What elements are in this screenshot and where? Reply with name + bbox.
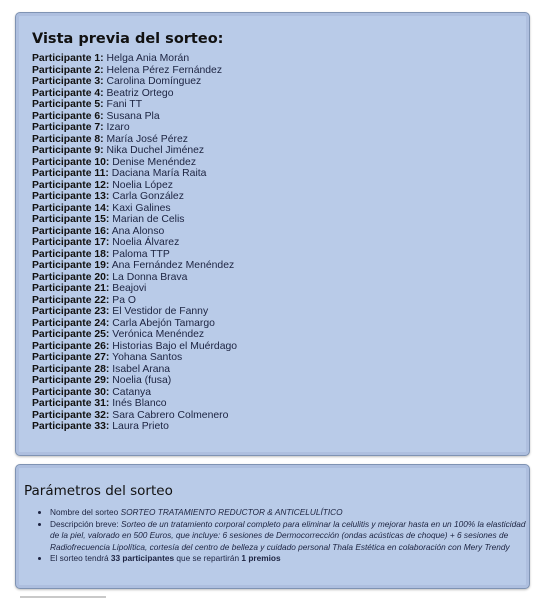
participant-label: Participante 33: — [32, 421, 110, 432]
participant-label: Participante 13: — [32, 191, 110, 202]
participant-label: Participante 14: — [32, 202, 110, 214]
participant-name: Laura Prieto — [112, 421, 169, 432]
parameters-title: Parámetros del sorteo — [24, 483, 173, 499]
participant-item — [32, 76, 237, 88]
participant-item — [32, 364, 237, 376]
participant-item — [32, 295, 237, 307]
participant-name: Paloma TTP — [112, 248, 170, 260]
participant-item — [32, 134, 237, 146]
participant-item — [32, 410, 237, 422]
participant-item — [32, 203, 237, 215]
participant-label: Participante 23: — [32, 306, 110, 317]
participant-item — [32, 65, 237, 77]
participant-name: Yohana Santos — [112, 352, 183, 363]
participant-item — [32, 398, 237, 410]
participant-label: Participante 2: — [32, 64, 104, 76]
param-name-label: Nombre del sorteo — [50, 507, 121, 517]
participant-item — [32, 249, 237, 261]
participant-name: El Vestidor de Fanny — [112, 306, 209, 317]
participant-label: Participante 12: — [32, 179, 110, 191]
participant-label: Participante 5: — [32, 99, 104, 110]
participant-name: Catanya — [112, 386, 151, 398]
participant-label: Participante 32: — [32, 409, 110, 421]
participant-name: Noelia Álvarez — [112, 237, 180, 248]
participant-name: Carla González — [112, 191, 184, 202]
participant-item — [32, 122, 237, 134]
participant-label: Participante 21: — [32, 283, 110, 294]
participant-label: Participante 16: — [32, 225, 110, 237]
footer-divider — [20, 596, 106, 598]
participant-name: Beajovi — [112, 283, 147, 294]
participant-item — [32, 387, 237, 399]
participant-label: Participante 3: — [32, 76, 104, 87]
participant-name: María José Pérez — [106, 133, 188, 145]
participant-label: Participante 10: — [32, 156, 110, 168]
participant-name: Helena Pérez Fernández — [106, 64, 223, 76]
participant-name: Izaro — [106, 122, 130, 133]
param-count-label: El sorteo tendrá — [50, 553, 111, 564]
parameters-list — [38, 507, 528, 565]
participant-name: Sara Cabrero Colmenero — [112, 409, 229, 421]
participant-label: Participante 19: — [32, 260, 110, 271]
participant-item — [32, 180, 237, 192]
participant-name: Daciana María Raita — [111, 168, 207, 179]
participant-list — [32, 53, 237, 433]
participant-name: Historias Bajo el Muérdago — [112, 340, 238, 352]
participant-name: Kaxi Galines — [112, 202, 171, 214]
participant-item — [32, 306, 237, 318]
participant-item — [32, 99, 237, 111]
participant-name: Susana Pla — [106, 110, 160, 122]
parameters-panel — [15, 464, 530, 589]
participant-item — [32, 329, 237, 341]
participant-item — [32, 352, 237, 364]
participant-item — [32, 191, 237, 203]
participant-label: Participante 29: — [32, 375, 110, 386]
participant-name: Marian de Celis — [112, 214, 185, 225]
participant-name: Ana Alonso — [111, 225, 165, 237]
param-prizes-value: 1 premios — [241, 553, 281, 564]
participant-name: Noelia López — [112, 179, 173, 191]
participant-item — [32, 272, 237, 284]
participant-item — [32, 375, 237, 387]
param-desc-label: Descripción breve: — [50, 518, 122, 529]
participant-item — [32, 421, 237, 433]
preview-panel — [15, 12, 530, 456]
participant-label: Participante 9: — [32, 145, 104, 156]
participant-label: Participante 27: — [32, 352, 110, 363]
participant-label: Participante 7: — [32, 122, 104, 133]
param-description — [50, 519, 528, 554]
param-desc-value: Sorteo de un tratamiento corporal completo para eliminar la celulitis y mejorar hasta en un 100% la elasticidad de la piel, valorado en 500 Euros, que incluye: 6 sesiones de Dermocorrección (ondas acústicas de choque) + 6 sesiones de Radiofrecuencia Lipolítica, cortesía del centro de belleza y cuidado personal Thala Estética en colaboración con Mery Trendy — [50, 518, 526, 552]
participant-item — [32, 53, 237, 65]
participant-item — [32, 145, 237, 157]
participant-name: Noelia (fusa) — [112, 375, 172, 386]
participant-name: Helga Ania Morán — [106, 53, 190, 64]
participant-label: Participante 28: — [32, 363, 110, 375]
participant-item — [32, 157, 237, 169]
participant-label: Participante 18: — [32, 248, 110, 260]
participant-item — [32, 88, 237, 100]
participant-label: Participante 11: — [32, 168, 109, 179]
participant-item — [32, 318, 237, 330]
participant-name: Inés Blanco — [112, 398, 167, 409]
participant-name: Beatriz Ortego — [106, 87, 174, 99]
participant-item — [32, 111, 237, 123]
participant-label: Participante 31: — [32, 398, 110, 409]
param-participant-count — [50, 553, 528, 565]
participant-label: Participante 6: — [32, 110, 104, 122]
participant-item — [32, 214, 237, 226]
participant-label: Participante 26: — [32, 340, 110, 352]
participant-item — [32, 341, 237, 353]
param-count-value: 33 participantes — [110, 553, 175, 564]
participant-name: Verónica Menéndez — [112, 329, 205, 340]
participant-item — [32, 260, 237, 272]
participant-label: Participante 15: — [32, 214, 110, 225]
participant-item — [32, 226, 237, 238]
participant-label: Participante 25: — [32, 329, 110, 340]
participant-name: Ana Fernández Menéndez — [111, 260, 235, 271]
participant-name: Denise Menéndez — [112, 156, 197, 168]
participant-label: Participante 30: — [32, 386, 110, 398]
participant-name: Carolina Domínguez — [106, 76, 202, 87]
param-name-value: SORTEO TRATAMIENTO REDUCTOR & ANTICELULÍTICO — [120, 507, 343, 517]
participant-label: Participante 8: — [32, 133, 104, 145]
participant-name: La Donna Brava — [112, 271, 188, 283]
participant-label: Participante 22: — [32, 294, 110, 306]
param-raffle-name — [50, 507, 528, 519]
participant-name: Pa O — [112, 294, 136, 306]
participant-label: Participante 4: — [32, 87, 104, 99]
participant-label: Participante 1: — [32, 53, 104, 64]
participant-label: Participante 20: — [32, 271, 110, 283]
participant-label: Participante 17: — [32, 237, 110, 248]
preview-title: Vista previa del sorteo: — [32, 31, 224, 47]
participant-label: Participante 24: — [32, 317, 110, 329]
participant-item — [32, 168, 237, 180]
participant-name: Nika Duchel Jiménez — [106, 145, 205, 156]
participant-item — [32, 237, 237, 249]
participant-name: Fani TT — [106, 99, 143, 110]
participant-name: Carla Abejón Tamargo — [112, 317, 215, 329]
participant-item — [32, 283, 237, 295]
participant-name: Isabel Arana — [112, 363, 171, 375]
param-count-middle: que se repartirán — [174, 553, 242, 564]
